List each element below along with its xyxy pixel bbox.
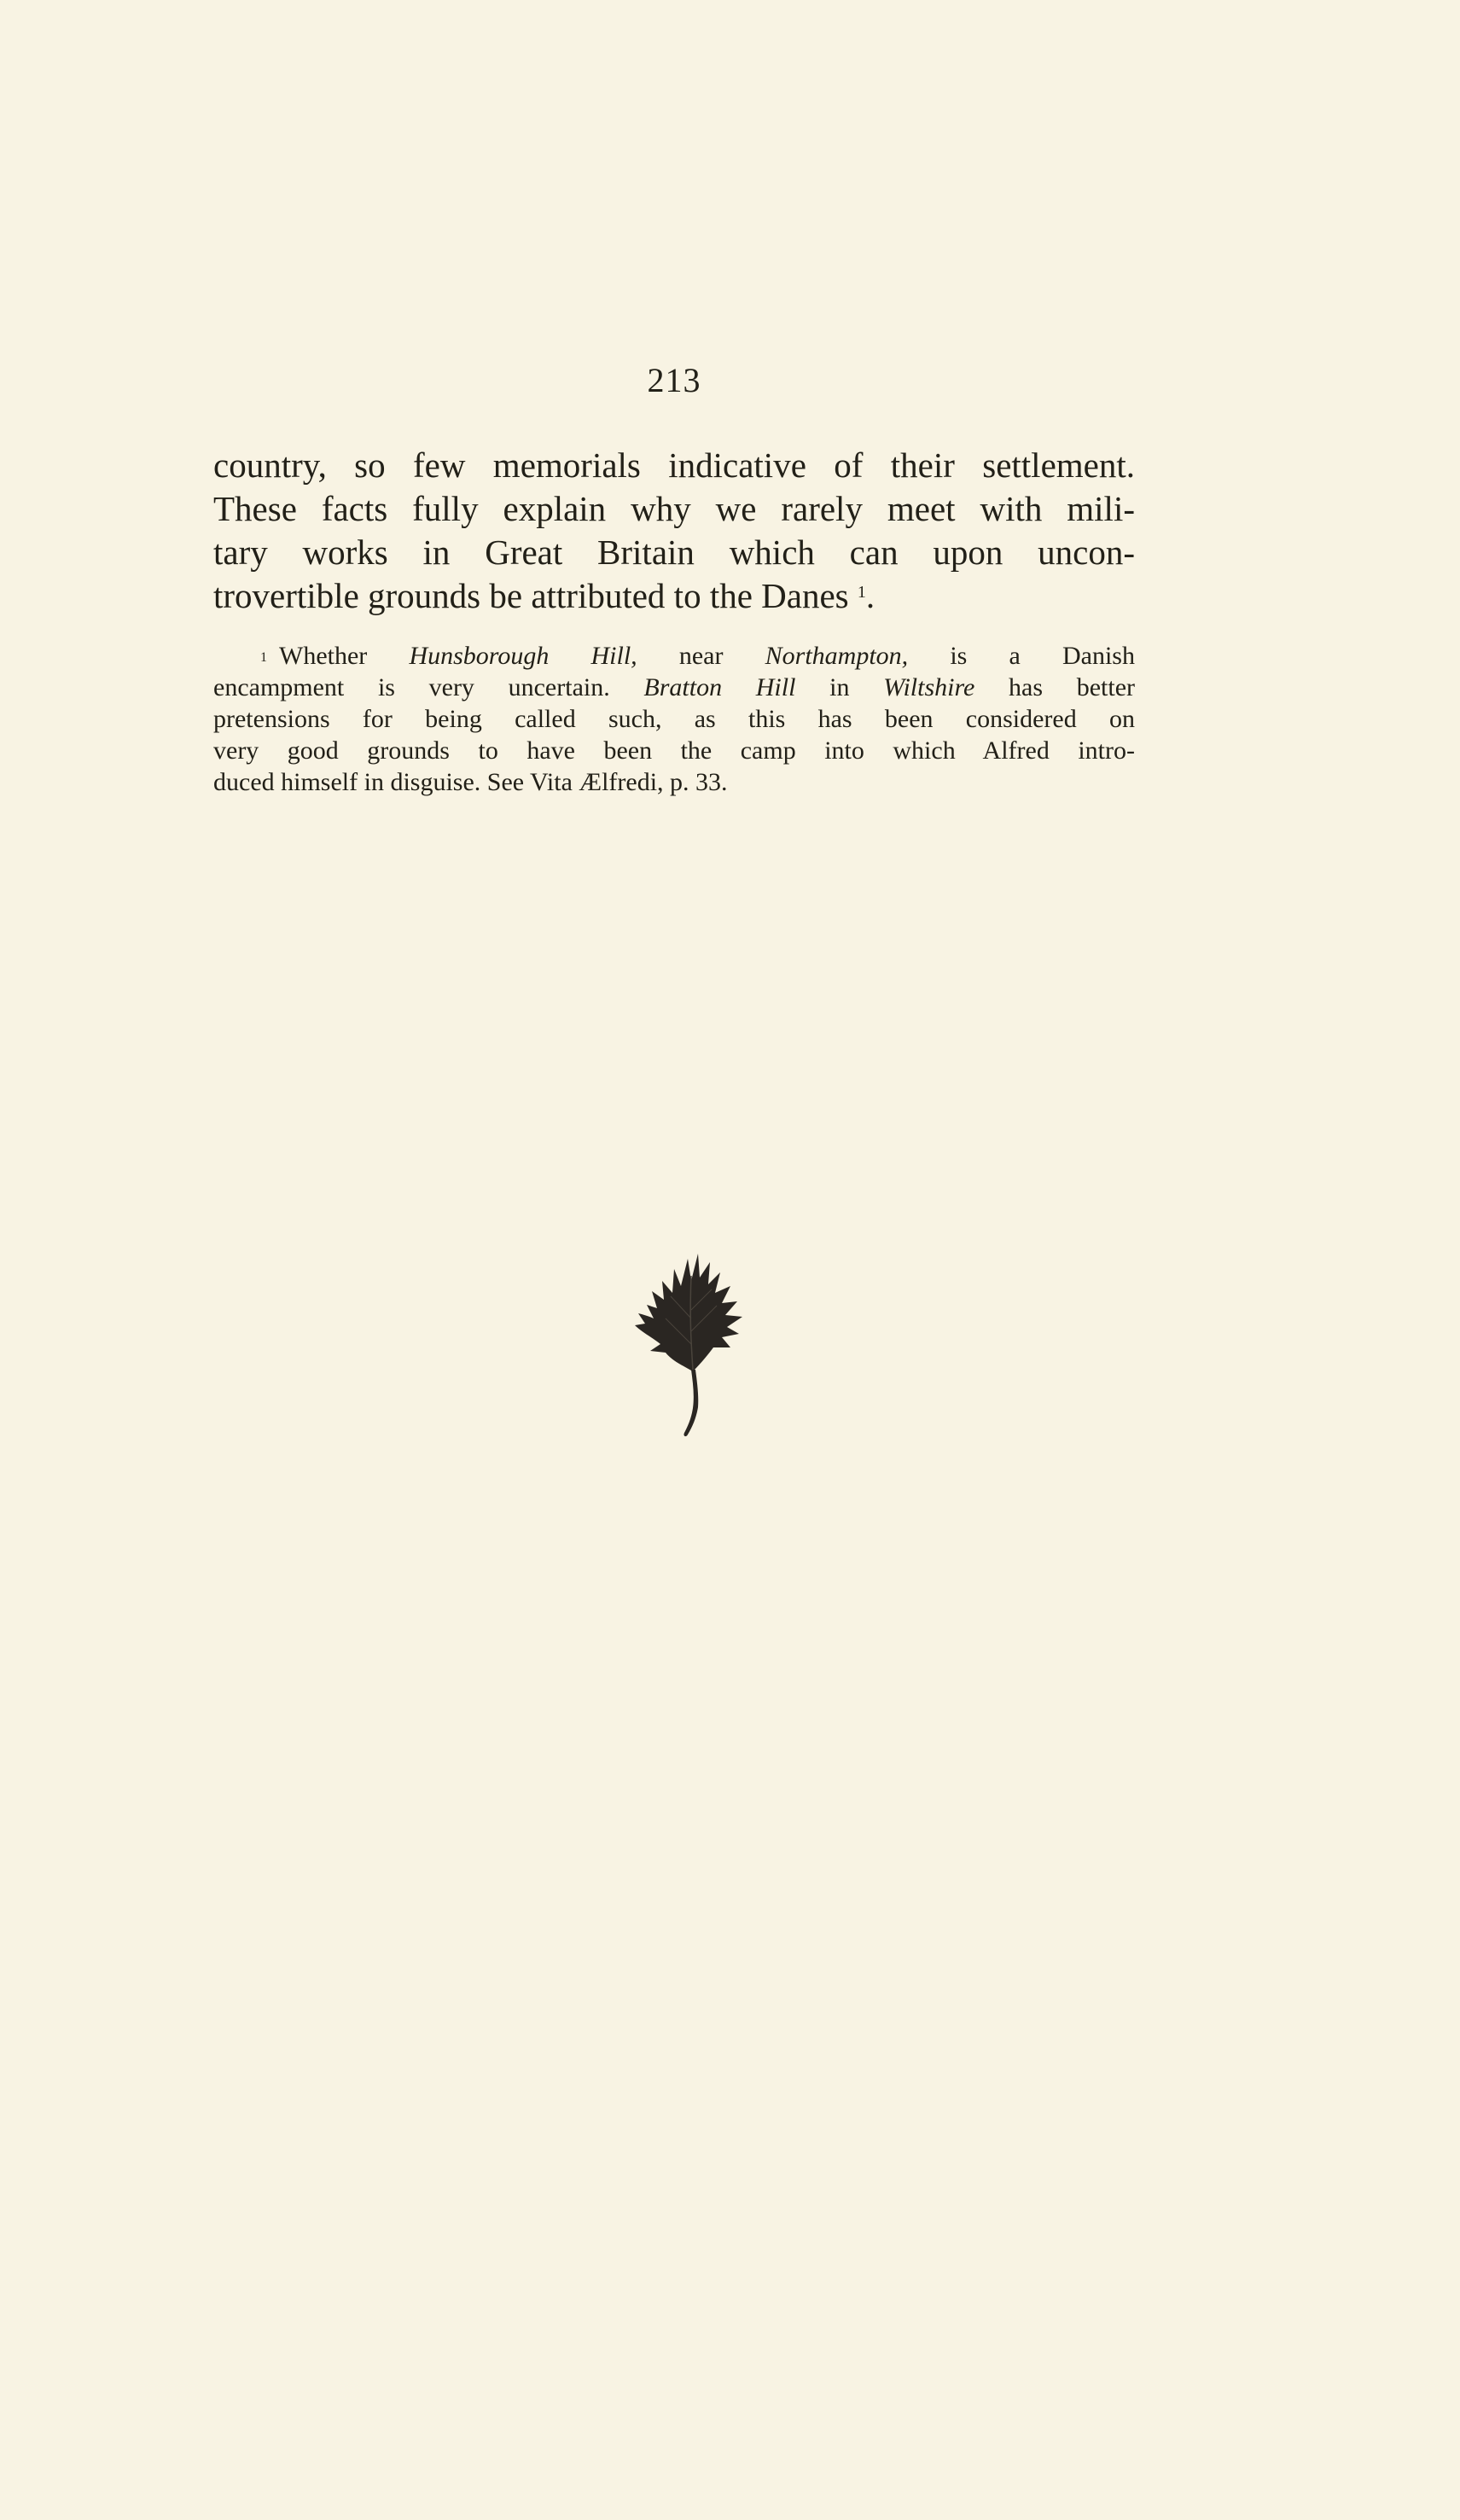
leaf-ornament-icon bbox=[623, 1225, 759, 1446]
footnote-line: very good grounds to have been the camp into which Alfred intro- bbox=[213, 736, 1135, 765]
page-number: 213 bbox=[647, 361, 701, 399]
paragraph-line: tary works in Great Britain which can upon uncon- bbox=[213, 533, 1135, 572]
paragraph-line-text: trovertible grounds be attributed to the Danes bbox=[213, 576, 849, 615]
footnote-place-name: Wiltshire bbox=[883, 673, 975, 701]
footnote-place-name: Bratton Hill bbox=[643, 673, 796, 701]
footnote-text: Whether bbox=[279, 642, 410, 670]
footnote-text: in bbox=[795, 673, 884, 701]
footnote-text: encampment is very uncertain. bbox=[213, 673, 644, 701]
footnote-line bbox=[213, 640, 1135, 672]
paragraph-line: country, so few memorials indicative of their settlement. bbox=[213, 445, 1135, 485]
footnote-mark: 1 bbox=[260, 650, 267, 665]
footnote-line: duced himself in disguise. See Vita Ælfredi, p. 33. bbox=[213, 768, 728, 796]
footnote-text: has better bbox=[974, 673, 1136, 701]
footnote-reference[interactable]: 1 bbox=[857, 583, 866, 602]
footnote-place-name: Hunsborough Hill, bbox=[409, 642, 637, 670]
footnote-line bbox=[213, 672, 1135, 703]
footnote-place-name: Northampton, bbox=[765, 642, 909, 670]
paragraph-line: These facts fully explain why we rarely meet with mili- bbox=[213, 489, 1135, 528]
footnote-line: pretensions for being called such, as this has been considered on bbox=[213, 705, 1135, 733]
footnote-text: near bbox=[637, 642, 765, 670]
footnote-text: is a Danish bbox=[908, 642, 1135, 670]
footnote bbox=[213, 640, 1135, 798]
paragraph-line-last bbox=[213, 574, 1135, 618]
main-paragraph bbox=[213, 444, 1135, 618]
paragraph-end-punctuation: . bbox=[865, 576, 875, 615]
